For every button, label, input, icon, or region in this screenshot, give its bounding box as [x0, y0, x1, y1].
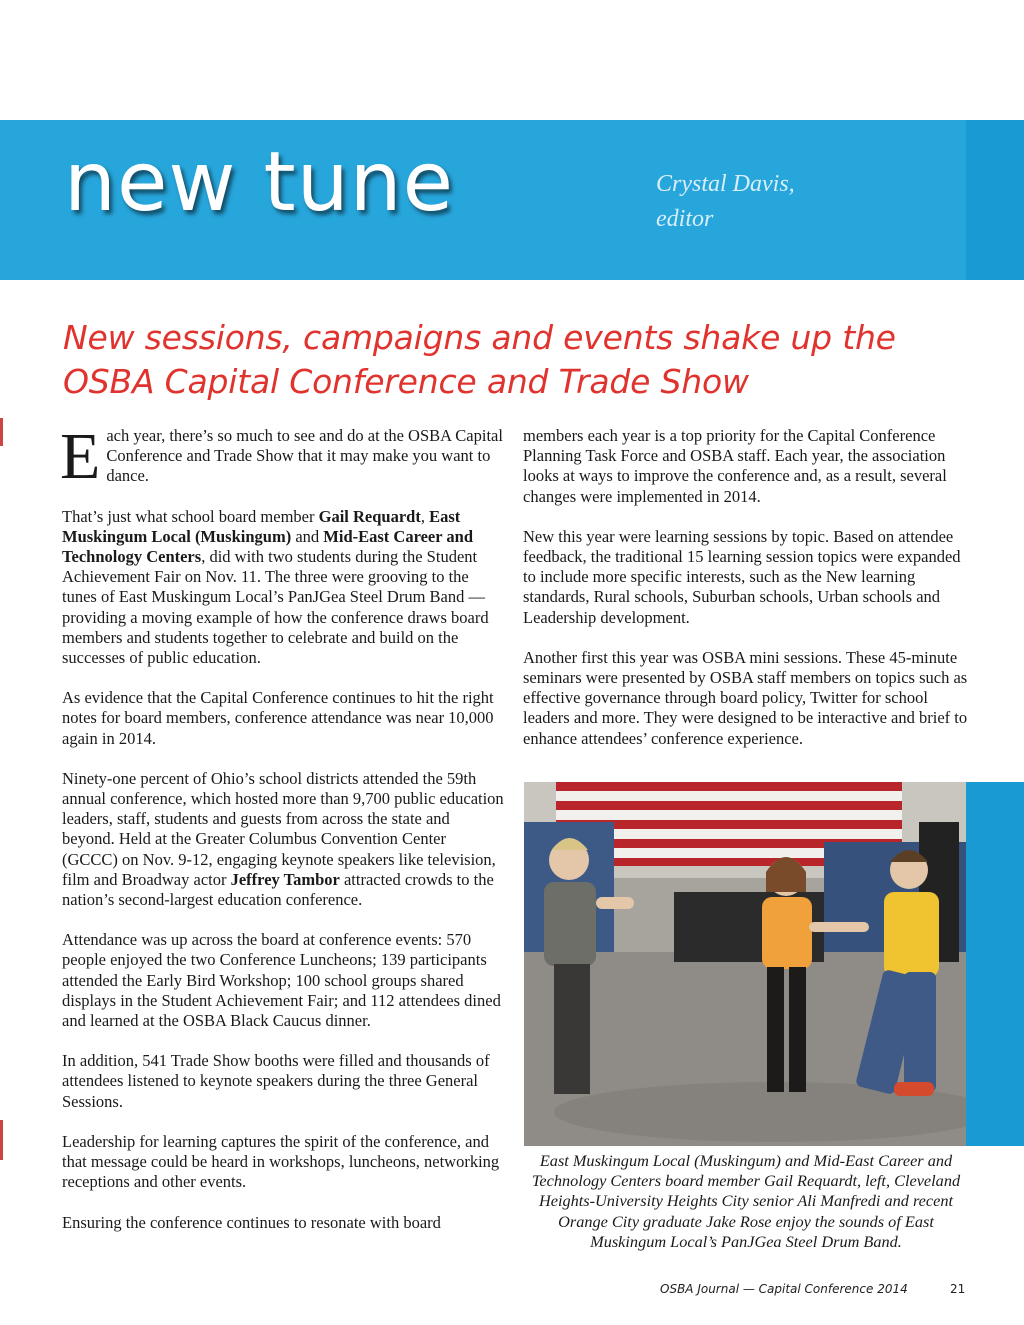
- paragraph-mini-sessions: Another first this year was OSBA mini sessions. These 45-minute seminars were presented by OSBA staff members on topics such as effective governance through board policy, Twitter for school leaders and more. They were designed to be interactive and brief to enhance attendees’ conference experience.: [523, 647, 968, 748]
- side-accent-tab: [966, 782, 1024, 1146]
- paragraph-events: Attendance was up across the board at conference events: 570 people enjoyed the two Conference Luncheons; 139 participants attended the Early Bird Workshop; 100 school groups shared displays in the Student Achievement Fair; and 112 attendees dined and learned at the OSBA Black Caucus dinner.: [62, 930, 501, 1031]
- article-column-left: [60, 420, 506, 1253]
- headline-line-2: OSBA Capital Conference and Trade Show: [63, 362, 749, 401]
- paragraph-sessions: New this year were learning sessions by topic. Based on attendee feedback, the traditional 15 learning session topics were expanded to include more specific interests, such as the New learning standards, Rural schools, Suburban schools, Urban schools and Leadership development.: [523, 526, 961, 627]
- page-edge-mark-bottom: [0, 1120, 3, 1160]
- paragraph-attendance: As evidence that the Capital Conference continues to hit the right notes for board members, conference attendance was near 10,000 again in 2014.: [62, 688, 494, 748]
- page-edge-mark-top: [0, 418, 3, 446]
- paragraph-leadership: Leadership for learning captures the spirit of the conference, and that message could be heard in workshops, luncheons, networking receptions and other events.: [62, 1131, 500, 1192]
- text-span: attracted crowds to the nation’s second-largest education conference.: [62, 869, 494, 910]
- editor-name: Crystal Davis,: [656, 171, 795, 197]
- bold-speaker: Jeffrey Tambor: [230, 869, 340, 889]
- footer-journal: OSBA Journal — Capital Conference 2014: [660, 1282, 908, 1296]
- bold-district: East Muskingum Local (Muskingum): [62, 506, 461, 546]
- bold-career-center: Mid-East Career and Technology Centers: [62, 526, 474, 567]
- paragraph-requardt: [62, 507, 506, 669]
- editor-role: editor: [656, 206, 714, 232]
- text-span: Ninety-one percent of Ohio’s school districts attended the 59th annual conference, which hosted more than 9,700 public education leaders, staff, students and guests from across the state and beyond. Held at the Greater Columbus Convention Center (GCCC) on Nov. 9-12, engaging keynote speakers like television, film and Broadway actor: [62, 768, 504, 889]
- paragraph-priority: members each year is a top priority for the Capital Conference Planning Task Force and OSBA staff. Each year, the association looks at ways to improve the conference and, as a result, several changes were implemented in 2014.: [523, 426, 947, 506]
- section-title: new tune: [64, 135, 455, 230]
- page-number: 21: [950, 1282, 966, 1296]
- headline-line-1: New sessions, campaigns and events shake up the: [63, 318, 896, 357]
- editor-credit: [656, 167, 795, 237]
- article-column-right: [523, 426, 969, 769]
- text-span: ,: [420, 506, 430, 526]
- photo-caption: East Muskingum Local (Muskingum) and Mid-East Career and Technology Centers board member Gail Requardt, left, Cleveland Heights-University Heights City senior Ali Manfredi and recent Orange City graduate Jake Rose enjoy the sounds of East Muskingum Local’s PanJGea Steel Drum Band.: [531, 1151, 961, 1251]
- paragraph-trade-show: In addition, 541 Trade Show booths were filled and thousands of attendees listened to keynote speakers during the three General Sessions.: [62, 1051, 490, 1111]
- photo-illustration: [524, 782, 966, 1146]
- paragraph-districts: [62, 769, 506, 910]
- banner-accent-tab: [966, 120, 1024, 280]
- intro-text: ach year, there’s so much to see and do at the OSBA Capital Conference and Trade Show that it may make you want to dance.: [106, 426, 503, 486]
- text-span: and: [291, 526, 324, 546]
- text-span: , did with two students during the Student Achievement Fair on Nov. 11. The three were grooving to the tunes of East Muskingum Local’s PanJGea Steel Drum Band — providing a moving example of how the conference draws board members and students together to celebrate and build on the successes of public education.: [62, 547, 489, 668]
- event-photo: [524, 782, 966, 1146]
- drop-cap: E: [60, 420, 101, 493]
- text-span: That’s just what school board member: [62, 506, 319, 526]
- paragraph-ensuring: Ensuring the conference continues to resonate with board: [62, 1212, 441, 1232]
- bold-name: Gail Requardt: [318, 506, 421, 526]
- article-headline: [63, 316, 963, 404]
- paragraph-intro: [60, 420, 506, 493]
